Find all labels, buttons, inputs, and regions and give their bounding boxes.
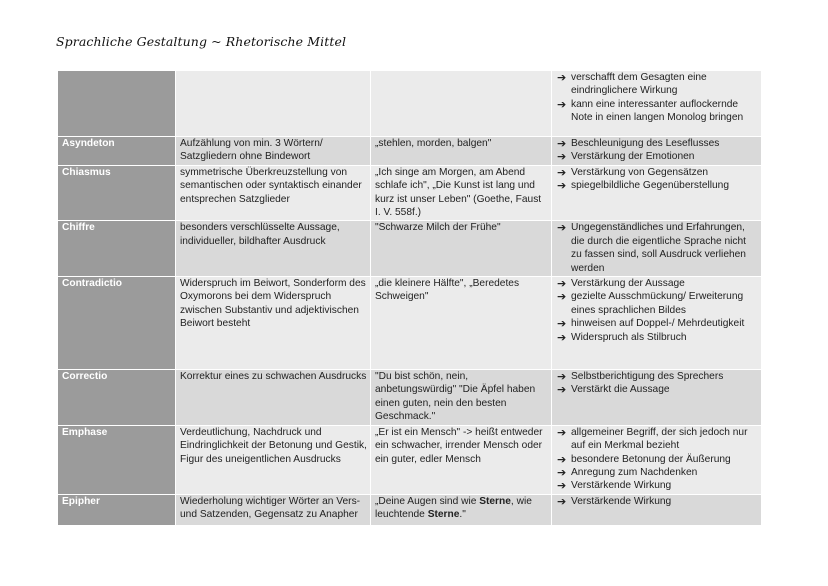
list-item [556, 98, 758, 125]
arrow-right-icon: ➔ [557, 150, 567, 164]
effect-text: allgemeiner Begriff, der sich jedoch nur auf ein Merkmal bezieht [571, 426, 748, 452]
effects-cell [552, 277, 761, 370]
effect-text: Verstärkende Wirkung [571, 495, 672, 507]
arrow-right-icon: ➔ [557, 165, 567, 179]
definition-cell: Aufzählung von min. 3 Wörtern/ Satzgliedern ohne Bindewort [176, 137, 371, 166]
list-item [556, 179, 758, 192]
arrow-right-icon: ➔ [557, 370, 567, 384]
example-cell: „stehlen, morden, balgen" [371, 137, 552, 166]
arrow-right-icon: ➔ [557, 465, 567, 479]
definition-cell: Widerspruch im Beiwort, Sonderform des Oxymorons bei dem Widerspruch zwischen Substantiv und adjektivischen Beiwort besteht [176, 277, 371, 370]
effects-cell [552, 425, 761, 494]
definition-cell: Wiederholung wichtiger Wörter an Vers- und Satzenden, Gegensatz zu Anapher [176, 494, 371, 525]
effect-text: Verstärkung der Aussage [571, 278, 685, 290]
table-row [58, 425, 761, 494]
effect-text: Anregung zum Nachdenken [571, 466, 698, 478]
effect-text: besondere Betonung der Äußerung [571, 453, 731, 465]
example-emphasis: Sterne [479, 495, 511, 507]
table-row [58, 165, 761, 221]
list-item [556, 466, 758, 479]
effect-text: Selbstberichtigung des Sprechers [571, 371, 724, 383]
table-row [58, 277, 761, 370]
list-item [556, 479, 758, 492]
table-row [58, 370, 761, 426]
effects-list [556, 426, 758, 493]
effect-text: gezielte Ausschmückung/ Erweiterung eines sprachlichen Bildes [571, 291, 744, 316]
rhetoric-table [57, 70, 761, 525]
effect-text: kann eine interessanter auflockernde Note in einen langen Monolog bringen [571, 98, 744, 124]
definition-cell: Korrektur eines zu schwachen Ausdrucks [176, 370, 371, 426]
example-cell: „Er ist ein Mensch" -> heißt entweder ein schwacher, irrender Mensch oder ein guter, edler Mensch [371, 425, 552, 494]
example-cell [371, 71, 552, 137]
list-item [556, 331, 758, 344]
effects-cell [552, 71, 761, 137]
term-cell [58, 71, 176, 137]
list-item [556, 290, 758, 317]
arrow-right-icon: ➔ [557, 383, 567, 397]
term-cell: Emphase [58, 425, 176, 494]
effect-text: Verstärkung der Emotionen [571, 151, 695, 163]
list-item [556, 71, 758, 98]
arrow-right-icon: ➔ [557, 97, 567, 111]
effects-cell [552, 370, 761, 426]
effects-cell [552, 165, 761, 221]
term-cell: Contradictio [58, 277, 176, 370]
table-row [58, 494, 761, 525]
definition-cell: symmetrische Überkreuzstellung von semantischen oder syntaktisch einander entsprechen Satzglieder [176, 165, 371, 221]
effect-text: Ungegenständliches und Erfahrungen, die durch die eigentliche Sprache nicht zu fassen sind, soll Ausdruck verliehen werden [571, 222, 746, 274]
arrow-right-icon: ➔ [557, 330, 567, 344]
example-text: „Deine Augen sind wie [375, 495, 480, 507]
arrow-right-icon: ➔ [557, 137, 567, 150]
example-cell [371, 494, 552, 525]
example-text: , wie leuchtende [375, 495, 532, 521]
list-item [556, 383, 758, 396]
arrow-right-icon: ➔ [557, 317, 567, 331]
list-item [556, 150, 758, 163]
effects-list [556, 166, 758, 193]
term-cell: Chiffre [58, 221, 176, 277]
term-cell: Chiasmus [58, 165, 176, 221]
effects-cell [552, 221, 761, 277]
list-item [556, 166, 758, 179]
effect-text: hinweisen auf Doppel-/ Mehrdeutigkeit [571, 318, 745, 330]
effects-list [556, 370, 758, 397]
term-cell: Epipher [58, 494, 176, 525]
effect-text: spiegelbildliche Gegenüberstellung [571, 180, 730, 192]
example-cell: "Schwarze Milch der Frühe" [371, 221, 552, 277]
list-item [556, 426, 758, 453]
arrow-right-icon: ➔ [557, 179, 567, 193]
definition-cell: besonders verschlüsselte Aussage, individueller, bildhafter Ausdruck [176, 221, 371, 277]
effects-list [556, 495, 758, 508]
list-item [556, 137, 758, 150]
example-cell: „Ich singe am Morgen, am Abend schlafe ich", „Die Kunst ist lang und kurz ist unser Leben" (Goethe, Faust I. V. 558f.) [371, 165, 552, 221]
definition-cell [176, 71, 371, 137]
effect-text: Widerspruch als Stilbruch [571, 331, 687, 343]
term-cell: Asyndeton [58, 137, 176, 166]
effect-text: verschafft dem Gesagten eine eindringlichere Wirkung [571, 72, 707, 97]
arrow-right-icon: ➔ [557, 452, 567, 466]
effects-list [556, 137, 758, 164]
effects-cell [552, 137, 761, 166]
arrow-right-icon: ➔ [557, 71, 567, 84]
term-cell: Correctio [58, 370, 176, 426]
arrow-right-icon: ➔ [557, 290, 567, 304]
effects-list [556, 277, 758, 344]
list-item [556, 495, 758, 508]
example-cell: „die kleinere Hälfte", „Beredetes Schweigen" [371, 277, 552, 370]
effect-text: Beschleunigung des Leseflusses [571, 138, 720, 149]
list-item [556, 221, 758, 275]
arrow-right-icon: ➔ [557, 277, 567, 291]
arrow-right-icon: ➔ [557, 479, 567, 493]
example-emphasis: Sterne [427, 509, 460, 521]
table-row [58, 221, 761, 277]
list-item [556, 317, 758, 330]
list-item [556, 370, 758, 383]
definition-cell: Verdeutlichung, Nachdruck und Eindringlichkeit der Betonung und Gestik, Figur des uneigentlichen Ausdrucks [176, 425, 371, 494]
example-cell: "Du bist schön, nein, anbetungswürdig" "Die Äpfel haben einen guten, nein den besten Geschmack." [371, 370, 552, 426]
table-row [58, 71, 761, 137]
list-item [556, 453, 758, 466]
arrow-right-icon: ➔ [557, 494, 567, 508]
effect-text: Verstärkende Wirkung [571, 480, 672, 492]
page-title: Sprachliche Gestaltung ~ Rhetorische Mittel [56, 34, 347, 49]
effects-cell [552, 494, 761, 525]
table-row [58, 137, 761, 166]
arrow-right-icon: ➔ [557, 425, 567, 439]
effects-list [556, 71, 758, 125]
arrow-right-icon: ➔ [557, 221, 567, 235]
effect-text: Verstärkt die Aussage [571, 384, 670, 396]
example-text: ." [459, 509, 466, 521]
effect-text: Verstärkung von Gegensätzen [571, 166, 709, 178]
list-item [556, 277, 758, 290]
effects-list [556, 221, 758, 275]
